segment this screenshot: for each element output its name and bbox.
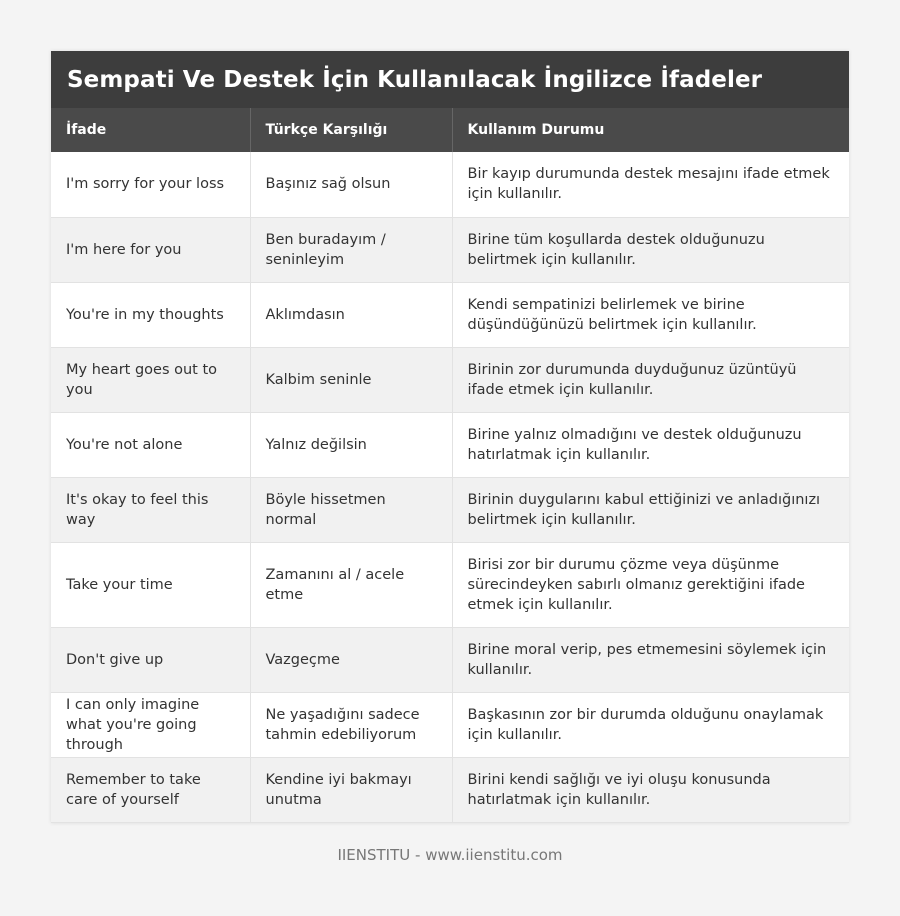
cell-phrase: I can only imagine what you're going through — [51, 692, 250, 757]
cell-usage: Birine yalnız olmadığını ve destek olduğunuzu hatırlatmak için kullanılır. — [452, 412, 849, 477]
cell-phrase: You're not alone — [51, 412, 250, 477]
table-row — [51, 347, 849, 412]
table-row — [51, 152, 849, 217]
cell-turkish: Böyle hissetmen normal — [250, 477, 452, 542]
cell-phrase: It's okay to feel this way — [51, 477, 250, 542]
cell-usage: Birisi zor bir durumu çözme veya düşünme sürecindeyken sabırlı olmanız gerektiğini ifade etmek için kullanılır. — [452, 542, 849, 627]
cell-usage: Birinin duygularını kabul ettiğinizi ve anladığınızı belirtmek için kullanılır. — [452, 477, 849, 542]
cell-usage: Birine moral verip, pes etmemesini söylemek için kullanılır. — [452, 627, 849, 692]
table-card — [51, 51, 849, 823]
cell-phrase: Take your time — [51, 542, 250, 627]
cell-turkish: Başınız sağ olsun — [250, 152, 452, 217]
table-row — [51, 757, 849, 822]
table-row — [51, 477, 849, 542]
header-turkish: Türkçe Karşılığı — [250, 108, 452, 152]
table-row — [51, 542, 849, 627]
cell-turkish: Kalbim seninle — [250, 347, 452, 412]
cell-turkish: Kendine iyi bakmayı unutma — [250, 757, 452, 822]
cell-usage: Birine tüm koşullarda destek olduğunuzu belirtmek için kullanılır. — [452, 217, 849, 282]
cell-turkish: Zamanını al / acele etme — [250, 542, 452, 627]
cell-phrase: Remember to take care of yourself — [51, 757, 250, 822]
table-header-row — [51, 108, 849, 152]
cell-turkish: Ben buradayım / seninleyim — [250, 217, 452, 282]
header-usage: Kullanım Durumu — [452, 108, 849, 152]
table-row — [51, 627, 849, 692]
footer-credit: IIENSTITU - www.iienstitu.com — [337, 846, 563, 864]
title-bar — [51, 51, 849, 108]
table-row — [51, 692, 849, 757]
cell-phrase: My heart goes out to you — [51, 347, 250, 412]
page-title: Sempati Ve Destek İçin Kullanılacak İngilizce İfadeler — [67, 66, 763, 93]
cell-usage: Birinin zor durumunda duyduğunuz üzüntüyü ifade etmek için kullanılır. — [452, 347, 849, 412]
cell-phrase: I'm here for you — [51, 217, 250, 282]
cell-turkish: Aklımdasın — [250, 282, 452, 347]
cell-phrase: You're in my thoughts — [51, 282, 250, 347]
table-row — [51, 282, 849, 347]
cell-turkish: Yalnız değilsin — [250, 412, 452, 477]
cell-usage: Kendi sempatinizi belirlemek ve birine düşündüğünüzü belirtmek için kullanılır. — [452, 282, 849, 347]
cell-turkish: Vazgeçme — [250, 627, 452, 692]
table-row — [51, 412, 849, 477]
cell-usage: Başkasının zor bir durumda olduğunu onaylamak için kullanılır. — [452, 692, 849, 757]
header-phrase: İfade — [51, 108, 250, 152]
cell-phrase: Don't give up — [51, 627, 250, 692]
cell-usage: Bir kayıp durumunda destek mesajını ifade etmek için kullanılır. — [452, 152, 849, 217]
cell-phrase: I'm sorry for your loss — [51, 152, 250, 217]
table-row — [51, 217, 849, 282]
phrases-table — [51, 108, 849, 823]
cell-usage: Birini kendi sağlığı ve iyi oluşu konusunda hatırlatmak için kullanılır. — [452, 757, 849, 822]
cell-turkish: Ne yaşadığını sadece tahmin edebiliyorum — [250, 692, 452, 757]
